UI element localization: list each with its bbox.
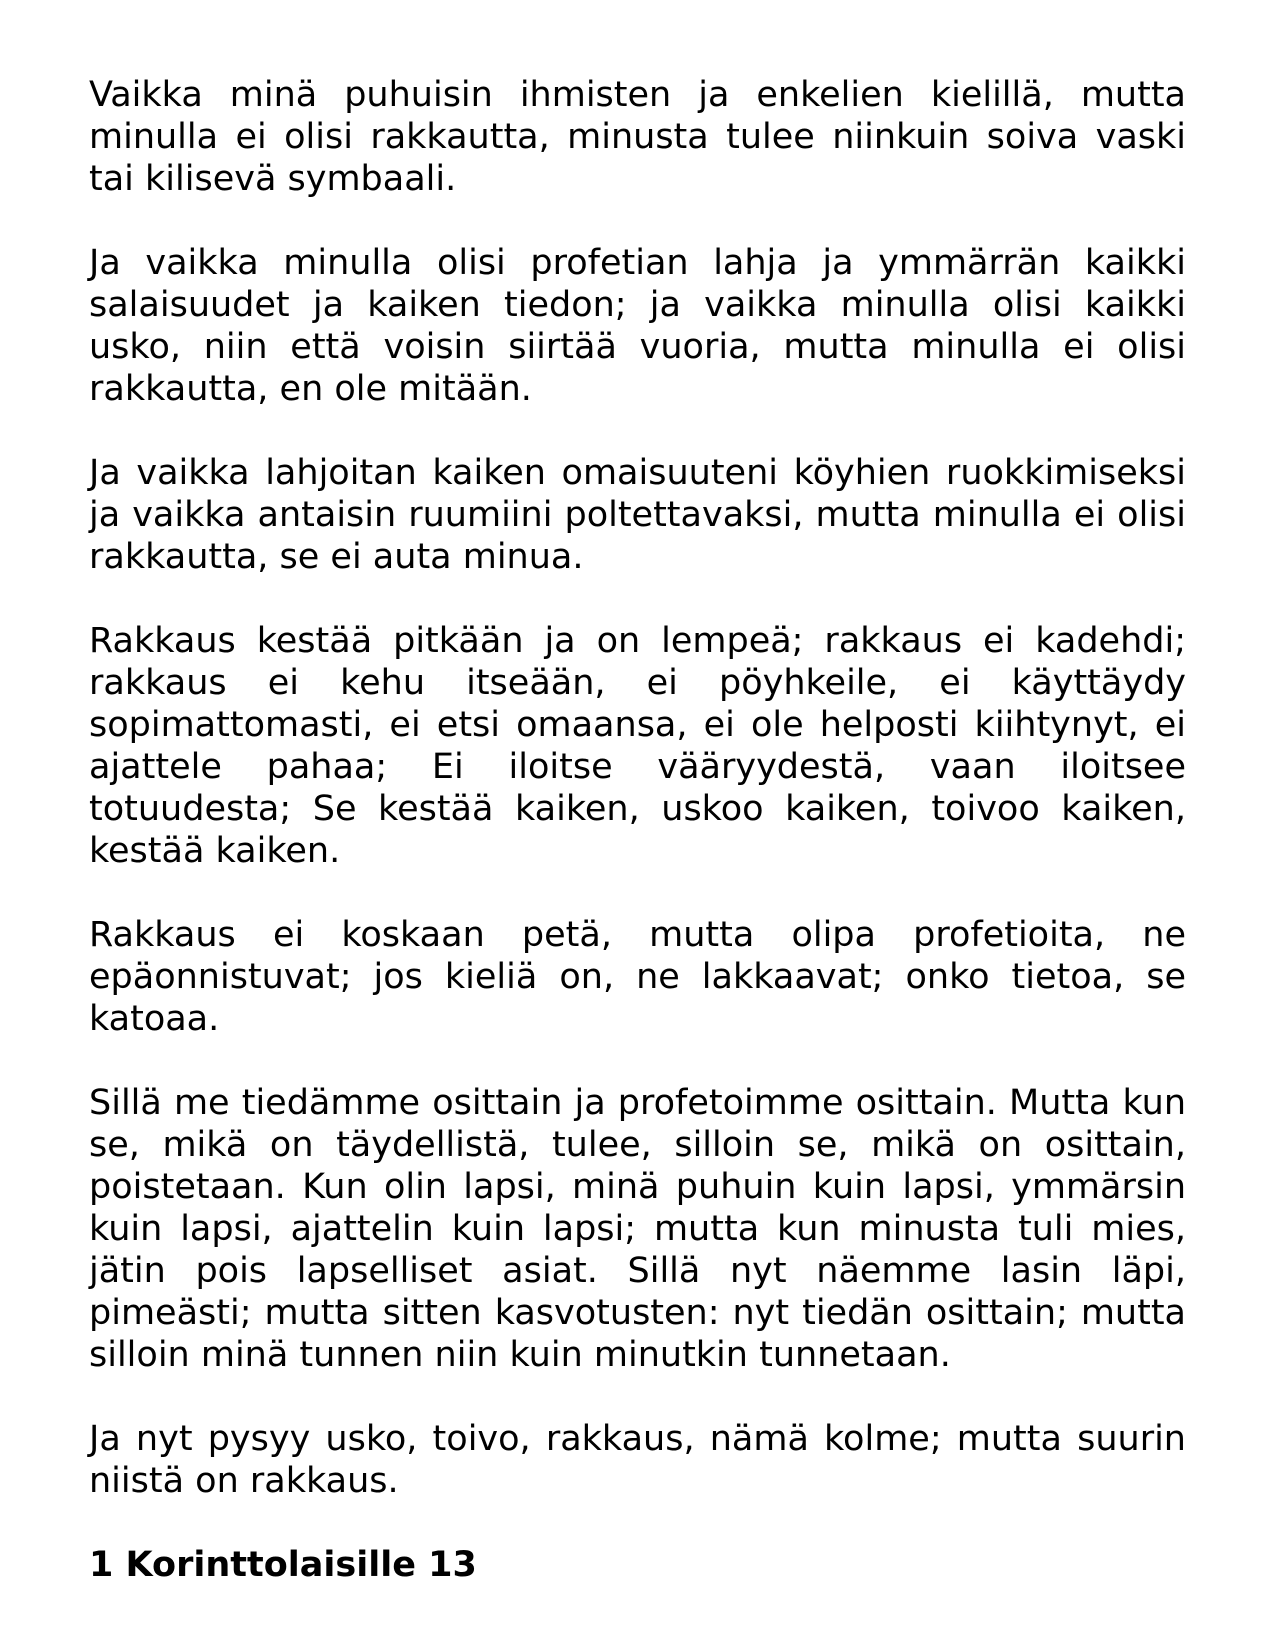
paragraph-3: Ja vaikka lahjoitan kaiken omaisuuteni köyhien ruokkimiseksi ja vaikka antaisin ruumiini poltettavaksi, mutta minulla ei olisi rakkautta, se ei auta minua. [89,453,1186,577]
paragraph-4: Rakkaus kestää pitkään ja on lempeä; rakkaus ei kadehdi; rakkaus ei kehu itseään, ei pöyhkeile, ei käyttäydy sopimattomasti, ei etsi omaansa, ei ole helposti kiihtynyt, ei ajattele pahaa; Ei iloitse vääryydestä, vaan iloitsee totuudesta; Se kestää kaiken, uskoo kaiken, toivoo kaiken, kestää kaiken. [89,621,1186,871]
paragraph-7: Ja nyt pysyy usko, toivo, rakkaus, nämä kolme; mutta suurin niistä on rakkaus. [89,1419,1186,1501]
paragraph-6: Sillä me tiedämme osittain ja profetoimme osittain. Mutta kun se, mikä on täydellistä, tulee, silloin se, mikä on osittain, poistetaan. Kun olin lapsi, minä puhuin kuin lapsi, ymmärsin kuin lapsi, ajattelin kuin lapsi; mutta kun minusta tuli mies, jätin pois lapselliset asiat. Sillä nyt näemme lasin läpi, pimeästi; mutta sitten kasvotusten: nyt tiedän osittain; mutta silloin minä tunnen niin kuin minutkin tunnetaan. [89,1083,1186,1375]
paragraph-1: Vaikka minä puhuisin ihmisten ja enkelien kielillä, mutta minulla ei olisi rakkautta, minusta tulee niinkuin soiva vaski tai kilisevä symbaali. [89,75,1186,199]
paragraph-2: Ja vaikka minulla olisi profetian lahja ja ymmärrän kaikki salaisuudet ja kaiken tiedon; ja vaikka minulla olisi kaikki usko, niin että voisin siirtää vuoria, mutta minulla ei olisi rakkautta, en ole mitään. [89,243,1186,409]
bible-reference: 1 Korinttolaisille 13 [89,1545,477,1585]
document-page [89,74,1186,1586]
paragraph-5: Rakkaus ei koskaan petä, mutta olipa profetioita, ne epäonnistuvat; jos kieliä on, ne lakkaavat; onko tietoa, se katoaa. [89,915,1186,1039]
